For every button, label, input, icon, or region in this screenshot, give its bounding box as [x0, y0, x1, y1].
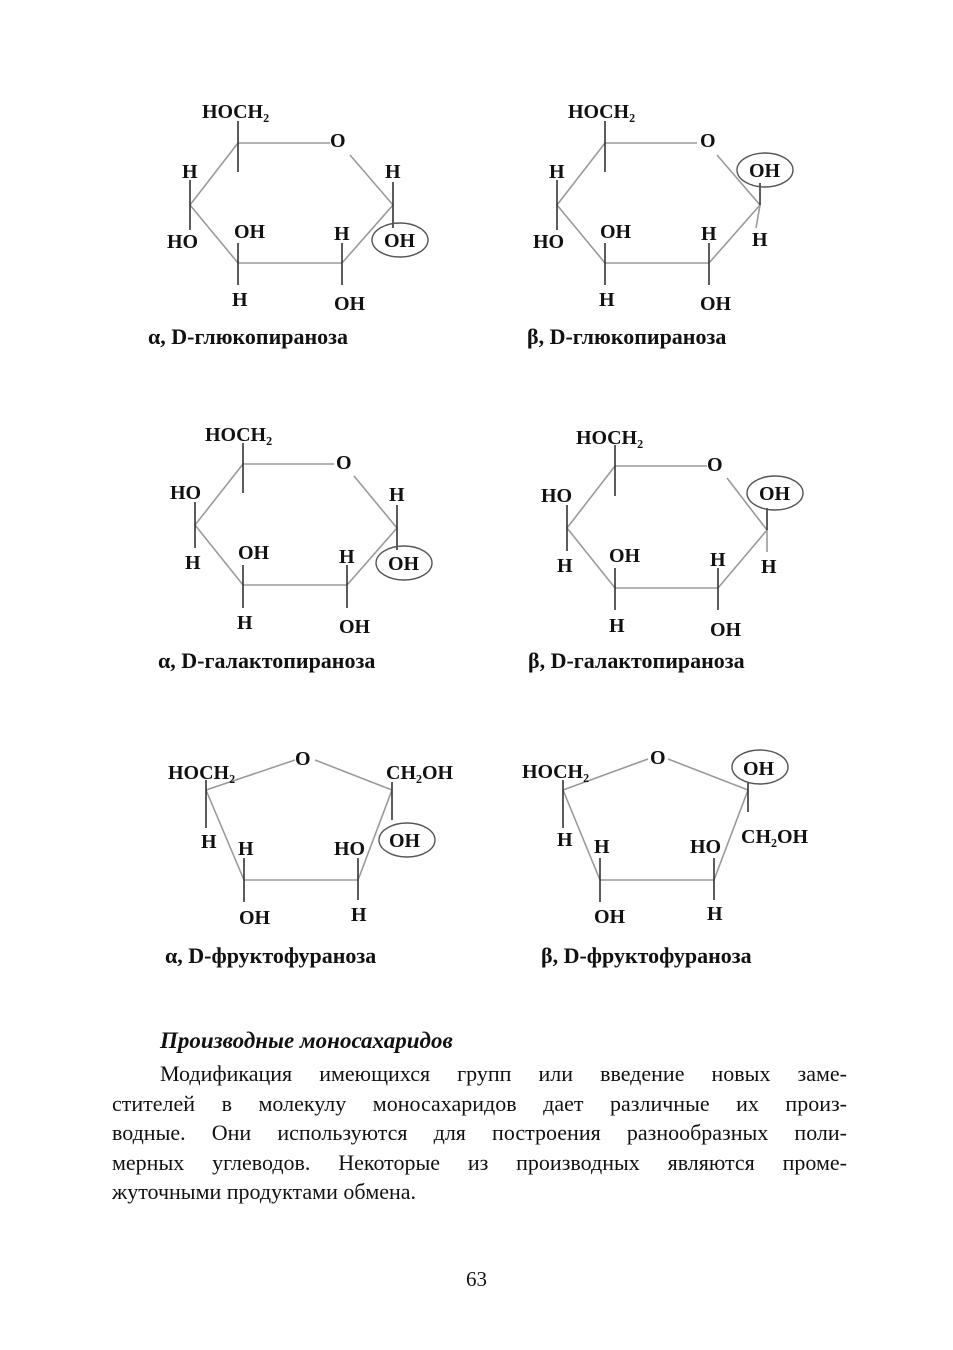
ring-oxygen-label: O — [295, 748, 311, 770]
atom-label: H — [182, 161, 198, 183]
atom-label: HOCH₂ — [576, 427, 644, 449]
atom-label: H — [385, 161, 401, 183]
atom-label: OH — [238, 542, 270, 564]
atom-label: OH — [710, 619, 742, 641]
atom-label: H — [609, 615, 625, 637]
ring-oxygen-label: O — [707, 454, 723, 476]
atom-label: H — [339, 546, 355, 568]
atom-label: H — [701, 223, 717, 245]
structure-alpha-d-galactopyranose — [158, 424, 432, 673]
atom-label: OH — [239, 907, 271, 929]
atom-label: H — [389, 484, 405, 506]
atom-label: OH — [234, 221, 266, 243]
atom-label: OH — [700, 293, 732, 315]
atom-label: H — [334, 223, 350, 245]
atom-label: CH₂OH — [741, 826, 809, 848]
atom-label: H — [557, 555, 573, 577]
paragraph-line: Модификация имеющихся групп или введение новых заме- — [160, 1061, 847, 1086]
atom-label: H — [237, 612, 253, 634]
atom-label: OH — [759, 483, 791, 505]
atom-label: OH — [334, 293, 366, 315]
atom-label: H — [557, 829, 573, 851]
atom-label: HO — [690, 836, 722, 858]
atom-label: H — [238, 838, 254, 860]
atom-label: H — [707, 903, 723, 925]
atom-label: HOCH₂ — [522, 761, 590, 783]
structure-caption: β, D-галактопираноза — [528, 648, 745, 673]
structure-beta-d-fructofuranose — [522, 747, 809, 968]
atom-label: HOCH₂ — [202, 101, 270, 123]
structure-alpha-d-fructofuranose — [165, 748, 454, 968]
atom-label: HOCH₂ — [205, 424, 273, 446]
ring-oxygen-label: O — [700, 130, 716, 152]
atom-label: CH₂OH — [386, 762, 454, 784]
paragraph-line: жуточными продуктами обмена. — [112, 1179, 417, 1204]
page-number: 63 — [466, 1267, 487, 1291]
body-paragraph — [112, 1059, 847, 1207]
paragraph-line: стителей в молекулу моносахаридов дает различные их произ- — [112, 1090, 847, 1116]
paragraph-line: мерных углеводов. Некоторые из производных являются проме- — [112, 1149, 847, 1175]
structure-caption: α, D-глюкопираноза — [148, 324, 349, 349]
atom-label: HO — [334, 838, 366, 860]
atom-label: HO — [170, 482, 202, 504]
atom-label: HOCH₂ — [568, 101, 636, 123]
atom-label: OH — [743, 758, 775, 780]
ring-oxygen-label: O — [336, 452, 352, 474]
atom-label: OH — [388, 553, 420, 575]
atom-label: OH — [749, 160, 781, 182]
atom-label: H — [232, 289, 248, 311]
atom-label: HO — [541, 485, 573, 507]
paragraph-line: водные. Они используются для построения разнообразных поли- — [112, 1120, 847, 1145]
structure-beta-d-galactopyranose — [528, 427, 803, 673]
structure-caption: β, D-фруктофураноза — [541, 943, 752, 968]
atom-label: H — [594, 836, 610, 858]
atom-label: OH — [600, 221, 632, 243]
atom-label: OH — [384, 230, 416, 252]
ring-oxygen-label: O — [650, 747, 666, 769]
atom-label: H — [351, 904, 367, 926]
atom-label: H — [185, 552, 201, 574]
atom-label: HOCH₂ — [168, 762, 236, 784]
atom-label: H — [201, 831, 217, 853]
atom-label: H — [599, 289, 615, 311]
section-title: Производные моносахаридов — [160, 1028, 453, 1053]
atom-label: H — [752, 229, 768, 251]
structure-alpha-d-glucopyranose — [148, 101, 428, 349]
structure-caption: β, D-глюкопираноза — [527, 324, 727, 349]
atom-label: OH — [609, 545, 641, 567]
structure-caption: α, D-фруктофураноза — [165, 943, 377, 968]
ring-oxygen-label: O — [330, 130, 346, 152]
structure-beta-d-glucopyranose — [527, 101, 793, 349]
atom-label: OH — [389, 830, 421, 852]
atom-label: H — [549, 161, 565, 183]
atom-label: OH — [339, 616, 371, 638]
atom-label: H — [710, 549, 726, 571]
structure-caption: α, D-галактопираноза — [158, 648, 376, 673]
atom-label: HO — [533, 231, 565, 253]
atom-label: HO — [167, 231, 199, 253]
atom-label: H — [761, 556, 777, 578]
atom-label: OH — [594, 906, 626, 928]
